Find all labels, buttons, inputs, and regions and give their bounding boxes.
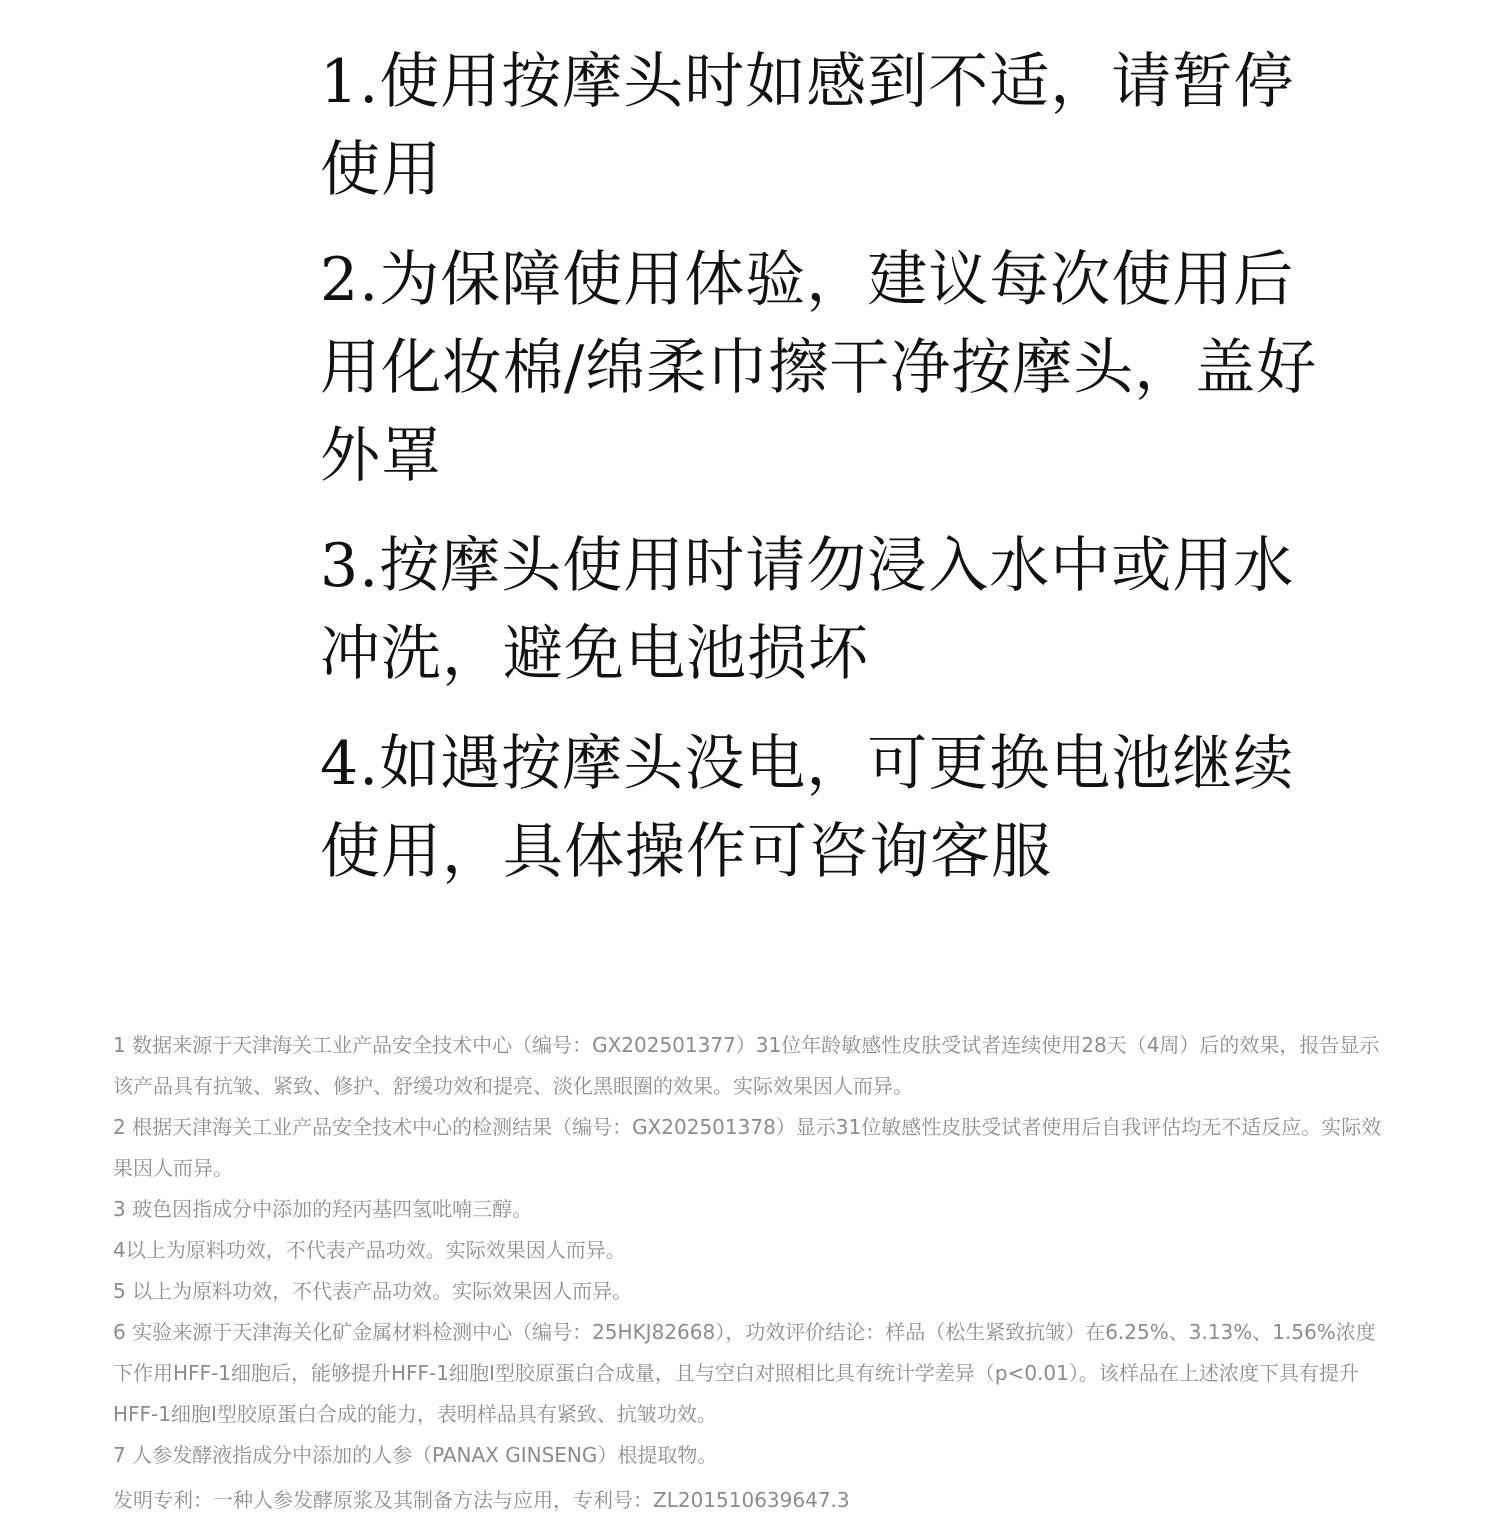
instruction-4: 4.如遇按摩头没电，可更换电池继续使用，具体操作可咨询客服 bbox=[320, 729, 1295, 887]
instruction-1: 1.使用按摩头时如感到不适，请暂停使用 bbox=[320, 47, 1295, 205]
footnote-5: 5 以上为原料功效，不代表产品功效。实际效果因人而异。 bbox=[113, 1279, 633, 1303]
footnote-6: 6 实验来源于天津海关化矿金属材料检测中心（编号：25HKJ82668），功效评价结论：样品（松生紧致抗皱）在6.25%、3.13%、1.56%浓度下作用HFF-1细胞后，能够提升HFF-1细胞I型胶原蛋白合成量，且与空白对照相比具有统计学差异（p<0.01）。该样品在上述浓度下具有提升HFF-1细胞I型胶原蛋白合成的能力，表明样品具有紧致、抗皱功效。 bbox=[113, 1320, 1376, 1426]
instruction-3: 3.按摩头使用时请勿浸入水中或用水冲洗，避免电池损坏 bbox=[320, 531, 1295, 689]
instruction-2: 2.为保障使用体验，建议每次使用后用化妆棉/绵柔巾擦干净按摩头，盖好外罩 bbox=[320, 245, 1318, 491]
footnotes bbox=[113, 1025, 1388, 1512]
footnote-1: 1 数据来源于天津海关工业产品安全技术中心（编号：GX202501377）31位年龄敏感性皮肤受试者连续使用28天（4周）后的效果，报告显示该产品具有抗皱、紧致、修护、舒缓功效和提亮、淡化黑眼圈的效果。实际效果因人而异。 bbox=[113, 1033, 1380, 1098]
footnote-2: 2 根据天津海关工业产品安全技术中心的检测结果（编号：GX202501378）显示31位敏感性皮肤受试者使用后自我评估均无不适反应。实际效果因人而异。 bbox=[113, 1115, 1382, 1180]
footnote-4: 4以上为原料功效，不代表产品功效。实际效果因人而异。 bbox=[113, 1238, 626, 1262]
footnote-7: 7 人参发酵液指成分中添加的人参（PANAX GINSENG）根提取物。 bbox=[113, 1443, 718, 1467]
patent-note: 发明专利：一种人参发酵原浆及其制备方法与应用，专利号：ZL201510639647.3 bbox=[113, 1488, 850, 1512]
care-instructions bbox=[320, 38, 1340, 918]
footnote-3: 3 玻色因指成分中添加的羟丙基四氢吡喃三醇。 bbox=[113, 1197, 533, 1221]
